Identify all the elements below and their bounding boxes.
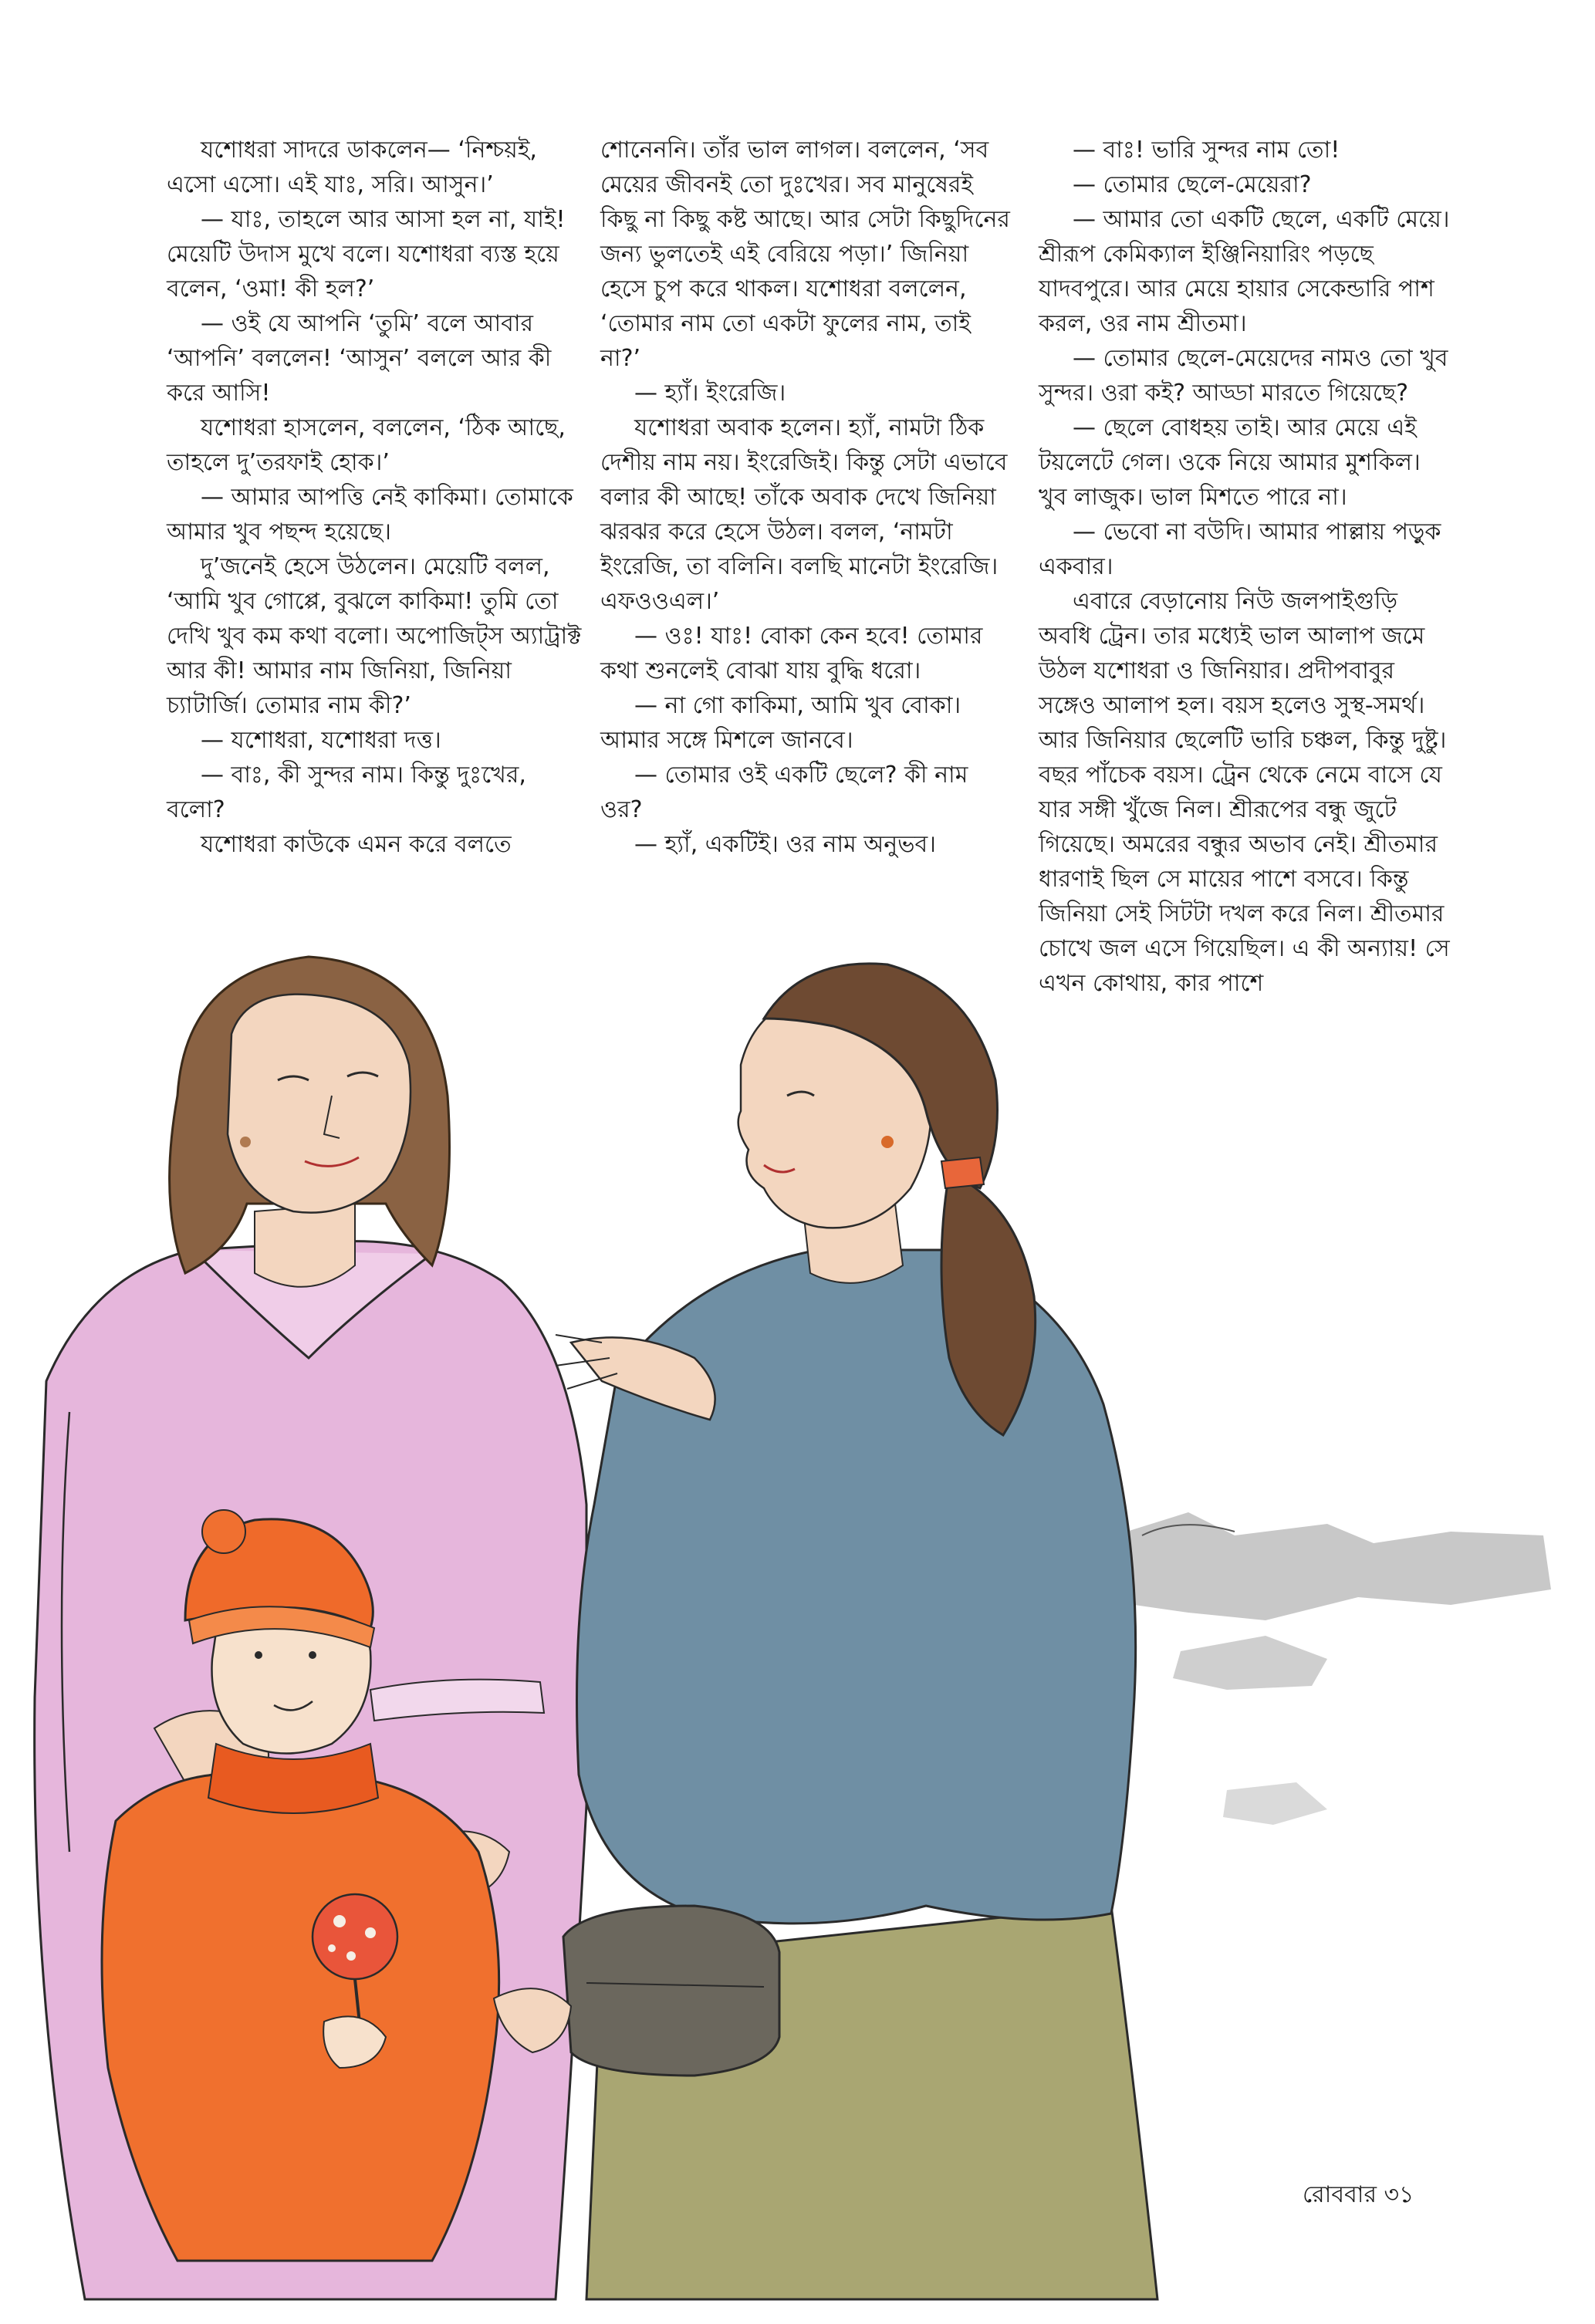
paragraph: — বাঃ, কী সুন্দর নাম। কিন্তু দুঃখের, বলো? <box>167 762 526 823</box>
paragraph: — যশোধরা, যশোধরা দত্ত। <box>201 727 441 754</box>
woman-in-blue-figure <box>494 964 1157 2299</box>
paragraph: দু’জনেই হেসে উঠলেন। মেয়েটি বলল, ‘আমি খুব গোপ্পে, বুঝলে কাকিমা! তুমি তো দেখি খুব কম কথা বলো। অপোজিট্‌স অ্যাট্রাক্ট আর কী! আমার নাম জিনিয়া, জিনিয়া চ্যাটার্জি। তোমার নাম কী?’ <box>167 553 582 719</box>
page-footer: রোববার ৩১ <box>1303 2181 1414 2208</box>
background-landscape <box>1127 1512 1551 1825</box>
paragraph: — ভেবো না বউদি। আমার পাল্লায় পড়ুক একবার। <box>1039 519 1441 580</box>
paragraph: — হ্যাঁ। ইংরেজি। <box>634 380 786 407</box>
paragraph: যশোধরা হাসলেন, বললেন, ‘ঠিক আছে, তাহলে দু’তরফাই হোক।’ <box>167 414 566 476</box>
paragraph: যশোধরা অবাক হলেন। হ্যাঁ, নামটা ঠিক দেশীয় নাম নয়। ইংরেজিই। কিন্তু সেটা এভাবে বলার কী আছে! তাঁকে অবাক দেখে জিনিয়া ঝরঝর করে হেসে উঠল। বলল, ‘নামটা ইংরেজি, তা বলিনি। বলছি মানেটা ইংরেজি। এফওওএল।’ <box>600 414 1008 615</box>
paragraph: — আমার আপত্তি নেই কাকিমা। তোমাকে আমার খুব পছন্দ হয়েছে। <box>167 484 573 546</box>
paragraph: — আমার তো একটি ছেলে, একটি মেয়ে। শ্রীরূপ কেমিক্যাল ইঞ্জিনিয়ারিং পড়ছে যাদবপুরে। আর মেয়ে হায়ার সেকেন্ডারি পাশ করল, ওর নাম শ্রীতমা। <box>1039 206 1450 337</box>
paragraph: — না গো কাকিমা, আমি খুব বোকা। আমার সঙ্গে মিশলে জানবে। <box>600 692 961 754</box>
paragraph: — তোমার ছেলে-মেয়েদের নামও তো খুব সুন্দর। ওরা কই? আড্ডা মারতে গিয়েছে? <box>1039 345 1448 407</box>
paragraph: — যাঃ, তাহলে আর আসা হল না, যাই! মেয়েটি উদাস মুখে বলে। যশোধরা ব্যস্ত হয়ে বলেন, ‘ওমা! কী হল?’ <box>167 206 566 302</box>
paragraph: — ওঃ! যাঃ! বোকা কেন হবে! তোমার কথা শুনলেই বোঝা যায় বুদ্ধি ধরো। <box>600 623 983 684</box>
paragraph: — হ্যাঁ, একটিই। ওর নাম অনুভব। <box>634 831 936 858</box>
paragraph: — তোমার ওই একটি ছেলে? কী নাম ওর? <box>600 762 968 823</box>
paragraph: এবারে বেড়ানোয় নিউ জলপাইগুড়ি অবধি ট্রেন। তার মধ্যেই ভাল আলাপ জমে উঠল যশোধরা ও জিনিয়ার। প্রদীপবাবুর সঙ্গেও আলাপ হল। বয়স হলেও সুস্থ-সমর্থ। আর জিনিয়ার ছেলেটি ভারি চঞ্চল, কিন্তু দুষ্টু। বছর পাঁচেক বয়স। ট্রেন থেকে নেমে বাসে যে যার সঙ্গী খুঁজে নিল। শ্রীরূপের বন্ধু জুটে গিয়েছে। অমরের বন্ধুর অভাব নেই। শ্রীতমার ধারণাই ছিল সে মায়ের পাশে বসবে। কিন্তু জিনিয়া সেই সিটটা দখল করে নিল। শ্রীতমার চোখে জল এসে গিয়েছিল। এ কী অন্যায়! সে এখন কোথায়, কার পাশে <box>1039 588 1450 997</box>
paragraph: যশোধরা সাদরে ডাকলেন— ‘নিশ্চয়ই, এসো এসো। এই যাঃ, সরি। আসুন।’ <box>167 137 537 198</box>
paragraph: যশোধরা কাউকে এমন করে বলতে <box>201 831 512 858</box>
paragraph: — বাঃ! ভারি সুন্দর নাম তো! <box>1073 137 1340 164</box>
paragraph: শোনেননি। তাঁর ভাল লাগল। বললেন, ‘সব মেয়ের জীবনই তো দুঃখের। সব মানুষেরই কিছু না কিছু কষ্ট আছে। আর সেটা কিছুদিনের জন্য ভুলতেই এই বেরিয়ে পড়া।’ জিনিয়া হেসে চুপ করে থাকল। যশোধরা বললেন, ‘তোমার নাম তো একটা ফুলের নাম, তাই না?’ <box>600 137 1010 372</box>
paragraph: — ওই যে আপনি ‘তুমি’ বলে আবার ‘আপনি’ বললেন! ‘আসুন’ বললে আর কী করে আসি! <box>167 310 552 407</box>
paragraph: — তোমার ছেলে-মেয়েরা? <box>1073 171 1312 198</box>
paragraph: — ছেলে বোধহয় তাই। আর মেয়ে এই টয়লেটে গেল। ওকে নিয়ে আমার মুশকিল। খুব লাজুক। ভাল মিশতে পারে না। <box>1039 414 1421 511</box>
